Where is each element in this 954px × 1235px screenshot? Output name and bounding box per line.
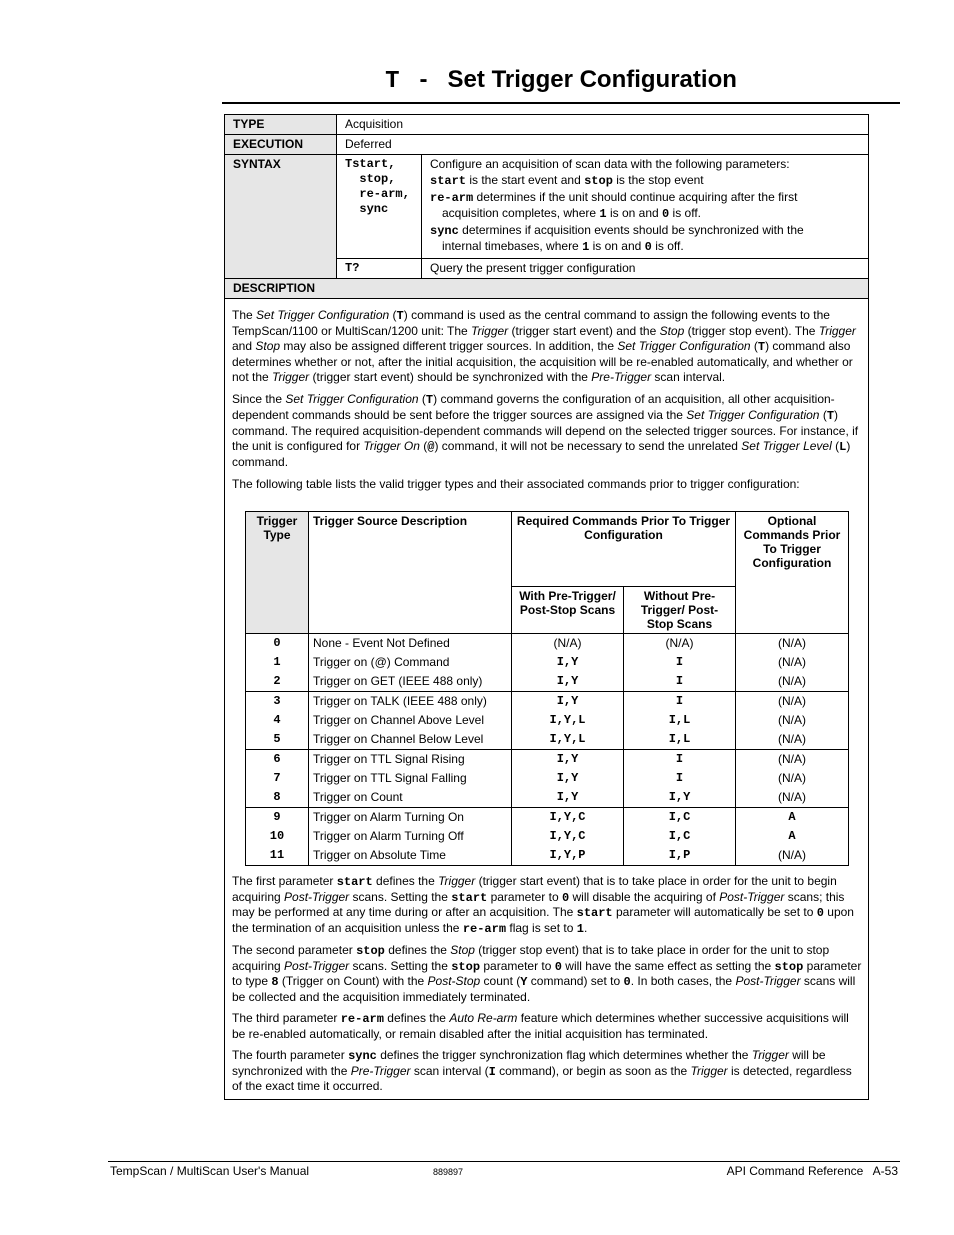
cell-without-prepost: I,C [624, 807, 736, 827]
execution-value: Deferred [337, 135, 869, 155]
cell-optional: (N/A) [736, 633, 849, 653]
cell-trigger-type: 1 [246, 653, 309, 672]
description-paragraph-3: The following table lists the valid trigger types and their associated commands prior to trigger configuration: [232, 477, 800, 491]
description-body [232, 308, 862, 499]
trigger-types-table-wrap [245, 511, 849, 866]
description-paragraph-1: The Set Trigger Configuration (T) command is used as the central command to assign the following events to the TempScan/1100 or MultiScan/1200 unit: The Trigger (trigger start event) and the Stop (trigger stop event). The Trigger and Stop may also be assigned different trigger sources. In addition, the Set Trigger Configuration (T) command also determines whether or not, after the initial acquisition, the acquisition will be re-enabled automatically, and whether or not the Trigger (trigger start event) should be synchronized with the Pre-Trigger scan interval. [232, 308, 856, 384]
cell-with-prepost: I,Y [512, 672, 624, 692]
cell-without-prepost: I [624, 691, 736, 711]
param-stop-paragraph: The second parameter stop defines the Stop (trigger stop event) that is to take place in order for the unit to stop acquiring Post-Trigger scans. Setting the stop parameter to 0 will have the same effect as setting the stop parameter to type 8 (Trigger on Count) with the Post-Stop count (Y command) set to 0. In both cases, the Post-Trigger scans will be collected and the acquisition immediately terminated. [232, 943, 862, 1004]
cell-trigger-type: 0 [246, 633, 309, 653]
cell-without-prepost: I,P [624, 846, 736, 866]
cell-without-prepost: I,L [624, 730, 736, 750]
type-value: Acquisition [337, 115, 869, 135]
cell-with-prepost: I,Y [512, 769, 624, 788]
footer-manual-title: TempScan / MultiScan User's Manual [110, 1164, 310, 1178]
cell-optional: (N/A) [736, 653, 849, 672]
syntax-row [225, 155, 869, 259]
cell-trigger-type: 5 [246, 730, 309, 750]
cell-with-prepost: I,Y [512, 653, 624, 672]
cell-with-prepost: I,Y,C [512, 807, 624, 827]
header-type-spacer [246, 586, 309, 633]
cell-with-prepost: (N/A) [512, 633, 624, 653]
description-row [225, 279, 869, 299]
cell-without-prepost: I,Y [624, 788, 736, 808]
footer-section-page: API Command Reference A-53 [726, 1164, 898, 1178]
cell-trigger-desc: Trigger on Alarm Turning Off [309, 827, 512, 846]
table-header-row-1 [246, 512, 849, 587]
cell-trigger-desc: None - Event Not Defined [309, 633, 512, 653]
cell-trigger-desc: Trigger on TTL Signal Falling [309, 769, 512, 788]
cell-optional: (N/A) [736, 769, 849, 788]
cell-trigger-type: 7 [246, 769, 309, 788]
cell-optional: (N/A) [736, 711, 849, 730]
cell-trigger-type: 6 [246, 749, 309, 769]
title-text: Set Trigger Configuration [447, 66, 737, 93]
table-row [246, 653, 849, 672]
cell-trigger-type: 4 [246, 711, 309, 730]
page-title [222, 66, 900, 102]
param-sync-desc: sync determines if acquisition events should be synchronized with the internal timebases, where 1 is on and 0 is off. [430, 223, 804, 254]
type-row [225, 115, 869, 135]
description-label: DESCRIPTION [225, 279, 869, 299]
footer-doc-number: 889897 [433, 1167, 464, 1177]
header-required: Required Commands Prior To Trigger Configuration [512, 512, 736, 587]
title-dash: - [419, 66, 428, 93]
cell-optional: (N/A) [736, 788, 849, 808]
trigger-types-table [245, 511, 849, 866]
query-code: T? [337, 259, 422, 279]
trigger-table-body [246, 633, 849, 865]
cell-optional: (N/A) [736, 846, 849, 866]
cell-with-prepost: I,Y [512, 788, 624, 808]
cell-trigger-type: 11 [246, 846, 309, 866]
execution-row [225, 135, 869, 155]
syntax-description [422, 155, 869, 259]
title-command-code: T [385, 68, 400, 95]
cell-without-prepost: I [624, 653, 736, 672]
syntax-label: SYNTAX [225, 155, 337, 279]
table-row [246, 711, 849, 730]
header-trigger-desc: Trigger Source Description [309, 512, 512, 634]
cell-with-prepost: I,Y [512, 691, 624, 711]
cell-trigger-type: 3 [246, 691, 309, 711]
type-label: TYPE [225, 115, 337, 135]
cell-trigger-type: 2 [246, 672, 309, 692]
param-start-paragraph: The first parameter start defines the Trigger (trigger start event) that is to take place in order for the unit to begin acquiring Post-Trigger scans. Setting the start parameter to 0 will disable the acquiring of Post-Trigger scans; this may be performed at any time during or after an acquisition. The start parameter will automatically be set to 0 upon the termination of an acquisition unless the re-arm flag is set to 1. [232, 874, 854, 936]
cell-without-prepost: (N/A) [624, 633, 736, 653]
cell-without-prepost: I [624, 749, 736, 769]
title-rule [222, 102, 900, 104]
table-row [246, 633, 849, 653]
table-row [246, 691, 849, 711]
cell-trigger-type: 8 [246, 788, 309, 808]
cell-trigger-desc: Trigger on Count [309, 788, 512, 808]
param-rearm-paragraph: The third parameter re-arm defines the Auto Re-arm feature which determines whether successive acquisitions will be re-enabled automatically, or remain disabled after the initial acquisition has terminated. [232, 1011, 849, 1041]
cell-trigger-type: 10 [246, 827, 309, 846]
cell-with-prepost: I,Y,C [512, 827, 624, 846]
table-row [246, 846, 849, 866]
cell-trigger-desc: Trigger on (@) Command [309, 653, 512, 672]
cell-trigger-desc: Trigger on Absolute Time [309, 846, 512, 866]
cell-optional: A [736, 807, 849, 827]
table-row [246, 788, 849, 808]
execution-label: EXECUTION [225, 135, 337, 155]
description-paragraph-2: Since the Set Trigger Configuration (T) command governs the configuration of an acquisition, all other acquisition-dependent commands should be sent before the trigger sources are assigned via the Set Trigger Configuration (T) command. The required acquisition-dependent commands will depend on the selected trigger sources. For instance, if the unit is configured for Trigger On (@) command, it will not be necessary to send the unrelated Set Trigger Level (L) command. [232, 392, 859, 469]
cell-with-prepost: I,Y,L [512, 711, 624, 730]
cell-optional: (N/A) [736, 672, 849, 692]
cell-trigger-desc: Trigger on Channel Above Level [309, 711, 512, 730]
table-row [246, 807, 849, 827]
cell-trigger-desc: Trigger on Channel Below Level [309, 730, 512, 750]
cell-trigger-desc: Trigger on TALK (IEEE 488 only) [309, 691, 512, 711]
cell-trigger-type: 9 [246, 807, 309, 827]
cell-with-prepost: I,Y [512, 749, 624, 769]
table-row [246, 749, 849, 769]
cell-with-prepost: I,Y,L [512, 730, 624, 750]
footer-rule [108, 1161, 900, 1162]
cell-trigger-desc: Trigger on GET (IEEE 488 only) [309, 672, 512, 692]
cell-trigger-desc: Trigger on TTL Signal Rising [309, 749, 512, 769]
cell-without-prepost: I,L [624, 711, 736, 730]
cell-without-prepost: I [624, 672, 736, 692]
cell-optional: A [736, 827, 849, 846]
table-row [246, 827, 849, 846]
cell-without-prepost: I,C [624, 827, 736, 846]
syntax-code: Tstart, stop, re-arm, sync [337, 155, 422, 259]
param-rearm-desc: re-arm determines if the unit should continue acquiring after the first acquisition completes, where 1 is on and 0 is off. [430, 190, 798, 221]
query-description: Query the present trigger configuration [422, 259, 869, 279]
header-trigger-type: Trigger Type [246, 512, 309, 587]
cell-optional: (N/A) [736, 730, 849, 750]
table-row [246, 769, 849, 788]
table-row [246, 730, 849, 750]
param-start-desc: start is the start event and stop is the stop event [430, 173, 704, 188]
cell-optional: (N/A) [736, 749, 849, 769]
param-sync-paragraph: The fourth parameter sync defines the trigger synchronization flag which determines whether the Trigger will be synchronized with the Pre-Trigger scan interval (I command), or begin as soon as the Trigger is detected, regardless of the exact time it occurred. [232, 1048, 852, 1093]
header-optional: Optional Commands Prior To Trigger Configuration [736, 512, 849, 634]
parameter-descriptions [232, 874, 862, 1101]
cell-without-prepost: I [624, 769, 736, 788]
cell-trigger-desc: Trigger on Alarm Turning On [309, 807, 512, 827]
command-meta-table [224, 114, 869, 299]
header-with-prepost: With Pre-Trigger/ Post-Stop Scans [512, 586, 624, 633]
syntax-intro: Configure an acquisition of scan data with the following parameters: [430, 157, 790, 171]
header-without-prepost: Without Pre-Trigger/ Post-Stop Scans [624, 586, 736, 633]
table-row [246, 672, 849, 692]
cell-with-prepost: I,Y,P [512, 846, 624, 866]
cell-optional: (N/A) [736, 691, 849, 711]
